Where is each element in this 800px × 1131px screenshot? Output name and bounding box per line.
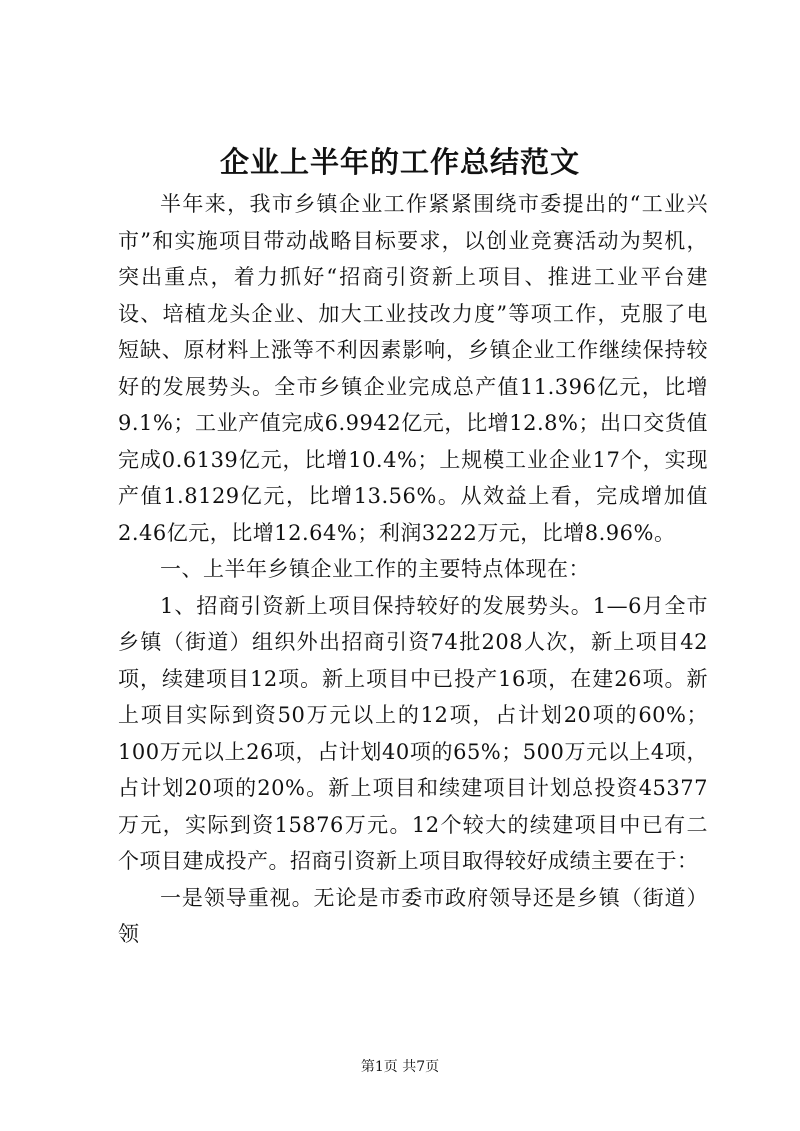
document-body [118, 186, 708, 953]
document-title: 企业上半年的工作总结范文 [219, 145, 580, 179]
paragraph-section-heading: 一、上半年乡镇企业工作的主要特点体现在： [160, 557, 590, 581]
paragraph-reason-1: 一是领导重视。无论是市委市政府领导还是乡镇（街道）领 [118, 885, 708, 946]
paragraph-point-1: 1、招商引资新上项目保持较好的发展势头。1—6月全市乡镇（街道）组织外出招商引资74批208人次，新上项目42项，续建项目12项。新上项目中已投产16项，在建26项。新上项目实际到资50万元以上的12项，占计划20项的60%；100万元以上26项，占计划40项的65%；500万元以上4项，占计划20项的20%。新上项目和续建项目计划总投资45377万元，实际到资15876万元。12个较大的续建项目中已有二个项目建成投产。招商引资新上项目取得较好成绩主要在于： [118, 593, 708, 873]
page-footer: 第1页 共7页 [360, 1059, 440, 1075]
paragraph-intro: 半年来，我市乡镇企业工作紧紧围绕市委提出的“工业兴市”和实施项目带动战略目标要求，以创业竞赛活动为契机，突出重点，着力抓好“招商引资新上项目、推进工业平台建设、培植龙头企业、加大工业技改力度”等项工作，克服了电短缺、原材料上涨等不利因素影响，乡镇企业工作继续保持较好的发展势头。全市乡镇企业完成总产值11.396亿元，比增9.1%；工业产值完成6.9942亿元，比增12.8%；出口交货值完成0.6139亿元，比增10.4%；上规模工业企业17个，实现产值1.8129亿元，比增13.56%。从效益上看，完成增加值2.46亿元，比增12.64%；利润3222万元，比增8.96%。 [118, 192, 708, 545]
